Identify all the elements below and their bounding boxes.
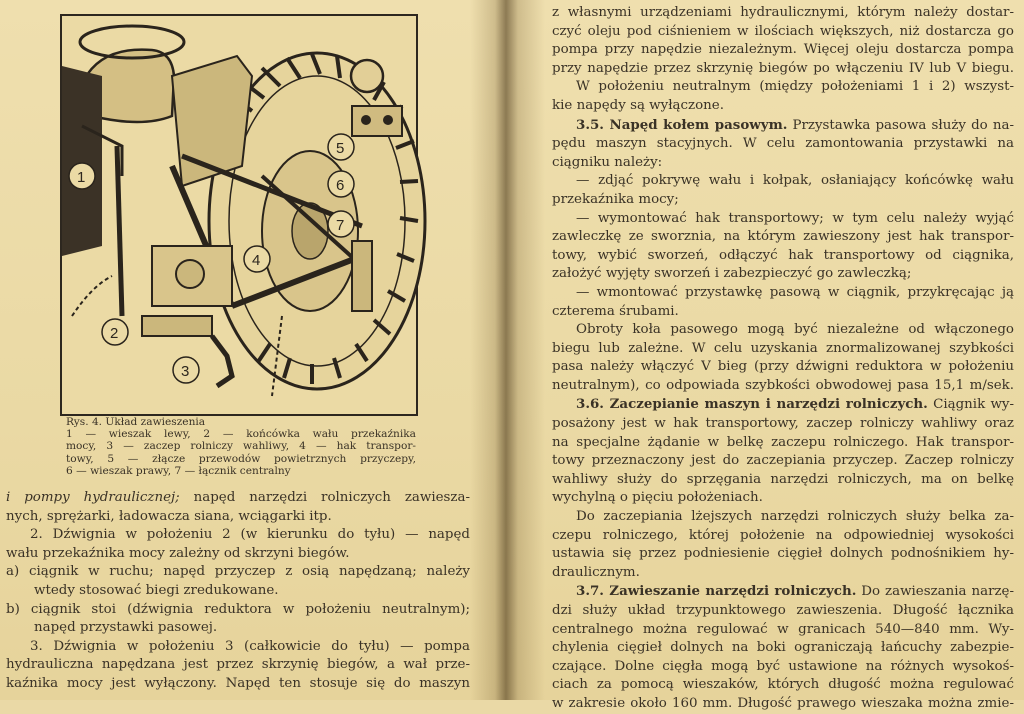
body-line: ciach za pomocą wieszaków, których długość można regulować [552, 677, 1014, 693]
body-line: 3. Dźwignia w położeniu 3 (całkowicie do tyłu) — pompa [30, 638, 470, 654]
left-body-text [6, 489, 470, 694]
section-heading-3-5: 3.5. Napęd kołem pasowym. [576, 116, 788, 133]
body-line: napęd przystawki pasowej. [34, 620, 218, 636]
body-line: posażony jest w hak transportowy, zaczep rolniczy wahliwy oraz [552, 416, 1014, 432]
body-line: ciągniku należy: [552, 154, 663, 170]
label-2: 2 [110, 325, 119, 342]
body-line: biegu lub zależne. W celu uzyskania znormalizowanej szybkości [552, 340, 1014, 356]
section-heading-3-6: 3.6. Zaczepianie maszyn i narzędzi rolniczych. [576, 396, 928, 413]
label-1: 1 [77, 169, 86, 186]
body-line: — zdjąć pokrywę wału i kołpak, osłaniający końcówkę wału [576, 173, 1014, 189]
body-line: pompa przy napędzie niezależnym. Więcej oleju dostarcza pompa [552, 42, 1014, 58]
body-line: przekaźnika mocy; [552, 191, 679, 207]
body-line: Obroty koła pasowego mogą być niezależne od włączonego [576, 322, 1014, 338]
section-heading-line: 3.7. Zawieszanie narzędzi rolniczych. Do zawieszania narzę- [576, 583, 1014, 600]
body-line: na specjalne żądanie w belkę zaczepu rolniczego. Hak transpor- [552, 434, 1014, 450]
body-line: i pompy hydraulicznej; napęd narzędzi rolniczych zawiesza- [6, 490, 470, 505]
body-line: z własnymi urządzeniami hydraulicznymi, którym należy dostar- [552, 5, 1014, 20]
caption-line: 1 — wieszak lewy, 2 — końcówka wału przekaźnika [66, 428, 416, 441]
body-line: kaźnika mocy jest wyłączony. Napęd ten stosuje się do maszyn [6, 675, 470, 691]
body-line: b) ciągnik stoi (dźwignia reduktora w położeniu neutralnym); [6, 601, 470, 617]
label-4: 4 [252, 252, 261, 269]
caption-line: 6 — wieszak prawy, 7 — łącznik centralny [66, 464, 291, 477]
label-6: 6 [336, 177, 345, 194]
body-line: Do zaczepiania lżejszych narzędzi rolniczych służy belka za- [576, 509, 1014, 525]
label-7: 7 [336, 217, 345, 234]
body-line: wychylną o pięciu położeniach. [552, 490, 763, 506]
body-line: wału przekaźnika mocy zależny od skrzyni biegów. [6, 545, 350, 561]
figure-caption [66, 416, 416, 477]
right-body-text [552, 4, 1014, 714]
body-line: towy, wybić sworzeń, odłączyć hak transportowy od ciągnika, [552, 247, 1014, 263]
body-line: centralnego można regulować w granicach 540—840 mm. Wy- [552, 621, 1014, 637]
body-line: wahliwy służy do sprzęgania narzędzi rolniczych, ma on belkę [552, 471, 1014, 487]
body-line: zawleczkę ze sworznia, na którym zawieszony jest hak transpor- [552, 229, 1014, 245]
body-line: neutralnym), co odpowiada szybkości obwodowej pasa 15,1 m/sek. [552, 377, 1014, 393]
body-line: a) ciągnik w ruchu; napęd przyczep z osią napędzaną; należy [6, 564, 470, 580]
caption-title: Rys. 4. Układ zawieszenia [66, 416, 206, 428]
caption-line: towy, 5 — złącze przewodów powietrznych przyczepy, [66, 452, 416, 465]
section-heading-3-7: 3.7. Zawieszanie narzędzi rolniczych. [576, 583, 857, 600]
body-line: kie napędy są wyłączone. [552, 97, 724, 113]
body-line: towy przeznaczony jest do zaczepiania przyczep. Zaczep rolniczy [552, 453, 1014, 469]
right-page [512, 0, 1024, 711]
body-line: dzi służy układ trzypunktowego zawieszenia. Długość łącznika [552, 603, 1014, 618]
caption-line: mocy, 3 — zaczep rolniczy wahliwy, 4 — hak transpor- [66, 440, 416, 453]
body-line: W położeniu neutralnym (między położeniami 1 i 2) wszyst- [576, 79, 1014, 95]
label-3: 3 [181, 363, 190, 380]
body-line: przy napędzie przez skrzynię biegów po włączeniu IV lub V biegu. [552, 60, 1014, 76]
body-line: ustawia się przez podniesienie cięgieł dolnych podnośnikiem hy- [552, 546, 1014, 562]
body-line: pasa należy włączyć V bieg (przy dźwigni reduktora w położeniu [552, 359, 1014, 375]
body-line: wtedy stosować biegi zredukowane. [34, 582, 279, 598]
body-line: czepu rolniczego, której położenie na odpowiedniej wysokości [552, 527, 1014, 543]
body-line: pędu maszyn stacyjnych. W celu zamontowania przystawki na [552, 136, 1014, 152]
label-5: 5 [336, 140, 345, 157]
suspension-illustration [60, 14, 418, 416]
body-line: draulicznym. [552, 564, 640, 580]
section-heading-line: 3.6. Zaczepianie maszyn i narzędzi rolniczych. Ciągnik wy- [576, 396, 1015, 413]
body-line: 2. Dźwignia w położeniu 2 (w kierunku do tyłu) — napęd [30, 527, 470, 543]
body-line: — wmontować przystawkę pasową w ciągnik, przykręcając ją [576, 284, 1014, 300]
tractor-rear-drawing [62, 16, 416, 414]
left-page [0, 0, 498, 700]
body-line: — wymontować hak transportowy; w tym celu należy wyjąć [576, 210, 1014, 226]
body-line: hydrauliczna napędzana jest przez skrzynię biegów, a wał prze- [6, 657, 470, 673]
body-line: nych, sprężarki, ładowacza siana, wciągarki itp. [6, 508, 332, 524]
body-line: w zakresie około 160 mm. Długość prawego wieszaka można zmie- [552, 695, 1014, 711]
body-line: założyć wyjęty sworzeń i zabezpieczyć go zawleczką; [552, 266, 912, 282]
body-line: czterema śrubami. [552, 303, 679, 319]
section-heading-line: 3.5. Napęd kołem pasowym. Przystawka pasowa służy do na- [576, 116, 1014, 133]
body-line: czyć oleju pod ciśnieniem w ilościach większych, niż dostarcza go [552, 23, 1014, 39]
body-line: czające. Dolne cięgła mogą być ustawione na różnych wysokoś- [552, 658, 1014, 674]
body-line: chylenia cięgieł dolnych na boki ograniczają łańcuchy zabezpie- [552, 640, 1014, 656]
